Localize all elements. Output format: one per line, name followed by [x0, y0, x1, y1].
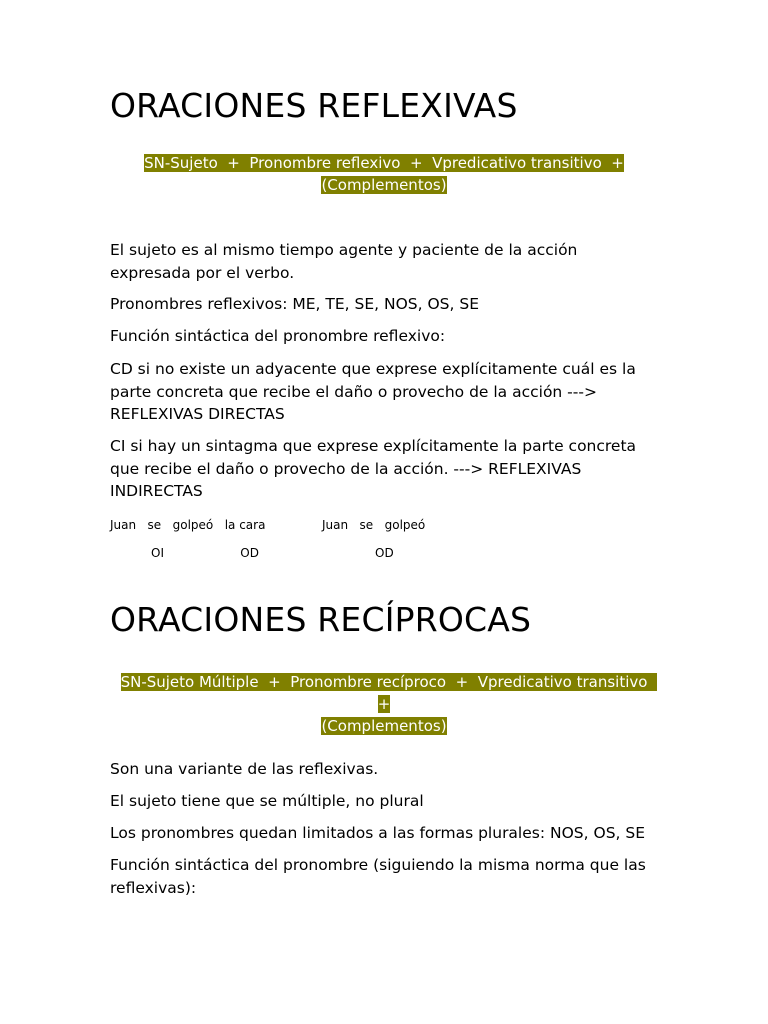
formula-line: SN-Sujeto Múltiple + Pronombre recíproco + Vpredicativo transitivo +: [120, 673, 657, 713]
paragraph: Son una variante de las reflexivas.: [110, 760, 379, 778]
paragraph: Pronombres reflexivos: ME, TE, SE, NOS, OS, SE: [110, 295, 479, 313]
formula-line: (Complementos): [321, 717, 447, 735]
formula-line: SN-Sujeto + Pronombre reflexivo + Vpredicativo transitivo +: [144, 154, 624, 172]
formula-line: (Complementos): [321, 176, 447, 194]
paragraph: CI si hay un sintagma que exprese explícitamente la parte concreta que recibe el daño o provecho de la acción. ---> REFLEXIVAS INDIRECTAS: [110, 437, 637, 500]
section-title-reciprocas: ORACIONES RECÍPROCAS: [110, 600, 532, 639]
example-labels: OD: [375, 546, 394, 560]
paragraph: CD si no existe un adyacente que exprese explícitamente cuál es la parte concreta que recibe el daño o provecho de la acción ---> REFLEXIVAS DIRECTAS: [110, 360, 636, 423]
example-sentence: Juan se golpeó: [322, 518, 426, 532]
formula-reciprocas: [110, 671, 658, 737]
example-sentence: Juan se golpeó la cara: [110, 518, 266, 532]
formula-reflexivas: [110, 152, 658, 196]
paragraph: Función sintáctica del pronombre (siguiendo la misma norma que las reflexivas):: [110, 856, 646, 897]
example-labels: OI OD: [151, 546, 259, 560]
paragraph: Función sintáctica del pronombre reflexivo:: [110, 327, 446, 345]
paragraph: El sujeto es al mismo tiempo agente y paciente de la acción expresada por el verbo.: [110, 241, 578, 282]
paragraph: El sujeto tiene que se múltiple, no plural: [110, 792, 424, 810]
paragraph: Los pronombres quedan limitados a las formas plurales: NOS, OS, SE: [110, 824, 646, 842]
section-title-reflexivas: ORACIONES REFLEXIVAS: [110, 86, 518, 125]
